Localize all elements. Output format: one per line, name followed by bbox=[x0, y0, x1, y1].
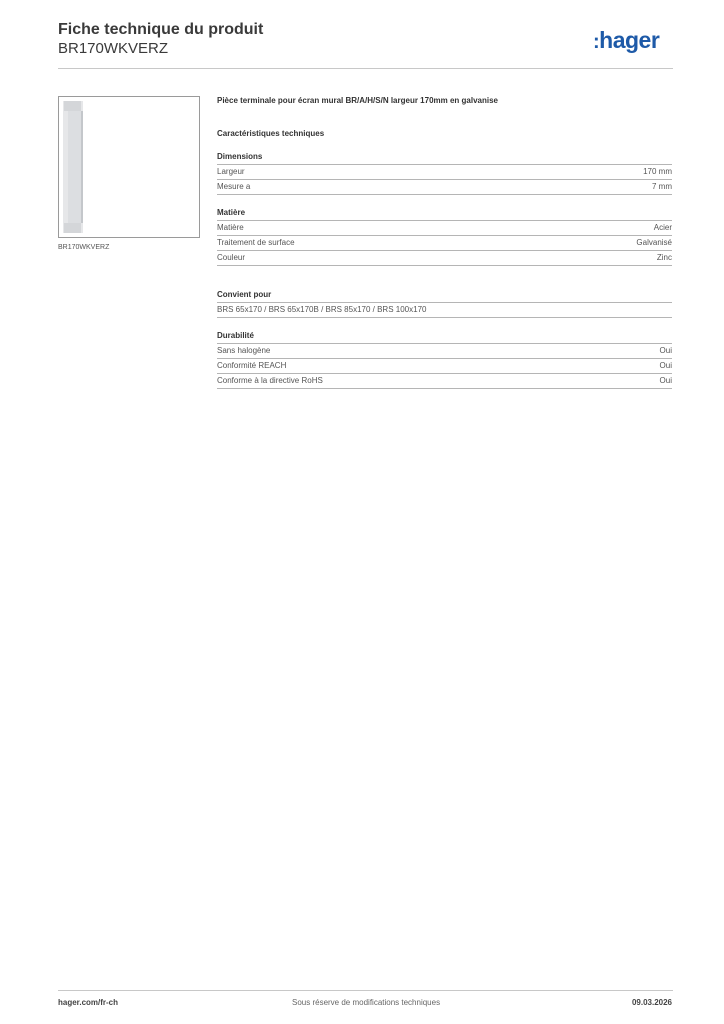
row-label: Sans halogène bbox=[217, 346, 271, 355]
footer-date: 09.03.2026 bbox=[631, 998, 672, 1007]
product-reference: BR170WKVERZ bbox=[58, 40, 169, 57]
logo-text: hager bbox=[599, 27, 660, 53]
technical-content bbox=[217, 96, 672, 389]
table-row bbox=[217, 374, 672, 389]
table-row bbox=[217, 180, 672, 195]
table-row bbox=[217, 303, 672, 318]
table-row bbox=[217, 359, 672, 374]
row-value: Acier bbox=[653, 223, 672, 232]
row-value: Galvanisé bbox=[636, 238, 672, 247]
row-value: Zinc bbox=[656, 253, 672, 262]
image-caption: BR170WKVERZ bbox=[58, 244, 110, 251]
table-row bbox=[217, 251, 672, 266]
row-label: Conforme à la directive RoHS bbox=[217, 376, 323, 385]
row-label: Mesure a bbox=[217, 182, 251, 191]
row-value: Oui bbox=[659, 376, 672, 385]
product-description: Pièce terminale pour écran mural BR/A/H/S/N largeur 170mm en galvanise bbox=[217, 96, 498, 105]
row-value: 170 mm bbox=[643, 167, 672, 176]
row-label: Largeur bbox=[217, 167, 245, 176]
product-image bbox=[58, 96, 200, 238]
table-row bbox=[217, 236, 672, 251]
hager-logo[interactable] bbox=[593, 27, 659, 54]
table-row bbox=[217, 165, 672, 180]
table-row bbox=[217, 344, 672, 359]
section-dimensions-title: Dimensions bbox=[217, 152, 672, 165]
page-title: Fiche technique du produit bbox=[58, 21, 264, 38]
row-label: BRS 65x170 / BRS 65x170B / BRS 85x170 / BRS 100x170 bbox=[217, 305, 427, 314]
row-label: Conformité REACH bbox=[217, 361, 287, 370]
footer-divider bbox=[58, 990, 673, 991]
logo-dots: : bbox=[593, 31, 600, 53]
end-piece-illustration bbox=[59, 97, 201, 239]
header-divider bbox=[58, 68, 673, 69]
table-row bbox=[217, 221, 672, 236]
footer-website-link[interactable]: hager.com/fr-ch bbox=[58, 998, 119, 1007]
section-matiere-title: Matière bbox=[217, 208, 672, 221]
characteristics-heading: Caractéristiques techniques bbox=[217, 129, 325, 138]
section-convient-title: Convient pour bbox=[217, 290, 672, 303]
row-value: 7 mm bbox=[652, 182, 672, 191]
row-label: Traitement de surface bbox=[217, 238, 295, 247]
row-label: Matière bbox=[217, 223, 244, 232]
footer-notice: Sous réserve de modifications techniques bbox=[292, 998, 441, 1007]
row-label: Couleur bbox=[217, 253, 246, 262]
row-value: Oui bbox=[659, 361, 672, 370]
section-durabilite-title: Durabilité bbox=[217, 331, 672, 344]
row-value: Oui bbox=[659, 346, 672, 355]
